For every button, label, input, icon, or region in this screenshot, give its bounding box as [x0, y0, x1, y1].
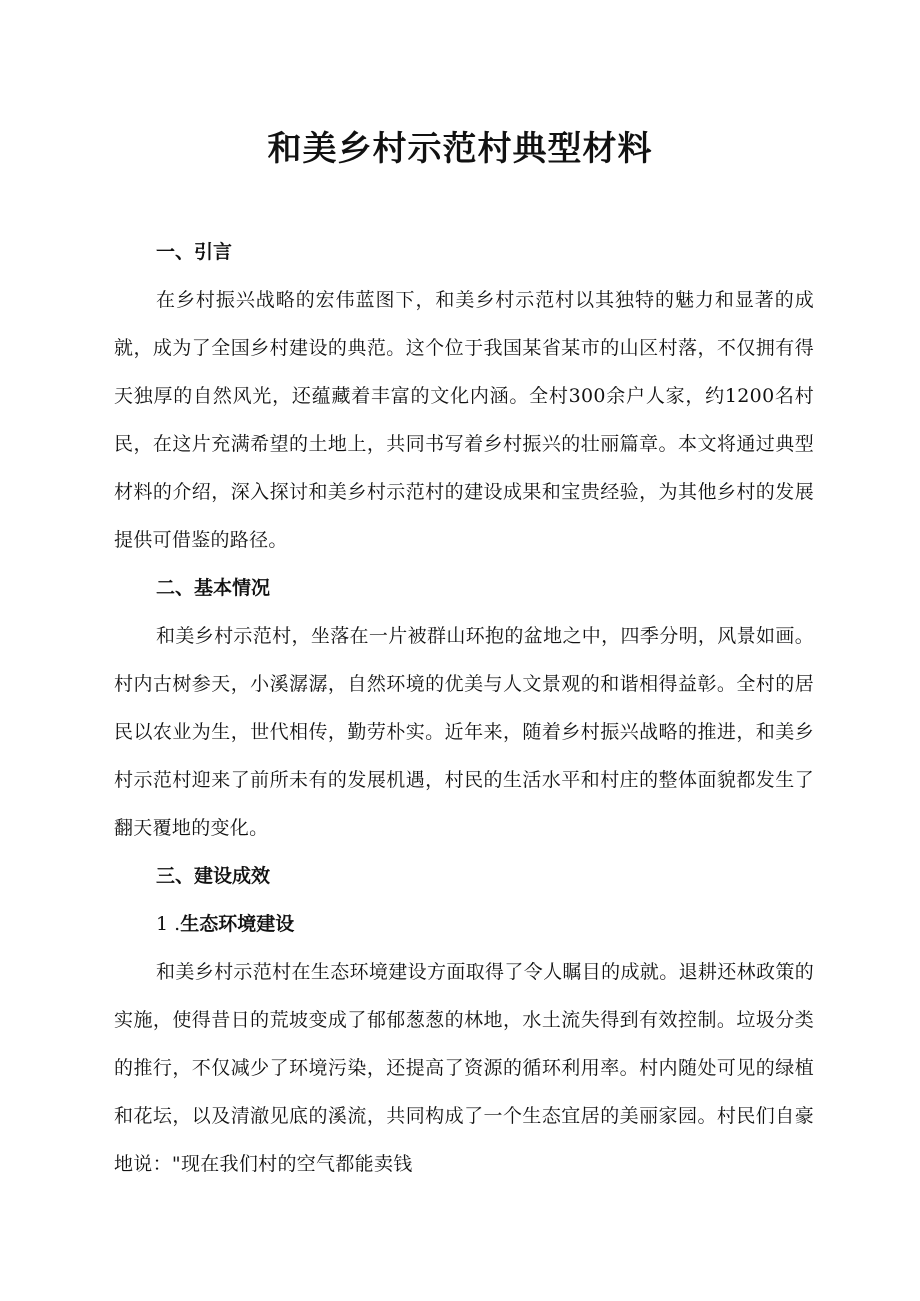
- paragraph-intro: 在乡村振兴战略的宏伟蓝图下，和美乡村示范村以其独特的魅力和显著的成就，成为了全国乡村建设的典范。这个位于我国某省某市的山区村落，不仅拥有得天独厚的自然风光，还蕴藏着丰富的文化内涵。全村300余户人家，约1200名村民，在这片充满希望的土地上，共同书写着乡村振兴的壮丽篇章。本文将通过典型材料的介绍，深入探讨和美乡村示范村的建设成果和宝贵经验，为其他乡村的发展提供可借鉴的路径。: [114, 289, 814, 551]
- subsection-number: 1: [156, 913, 169, 935]
- paragraph-ecology: 和美乡村示范村在生态环境建设方面取得了令人瞩目的成就。退耕还林政策的实施，使得昔日的荒坡变成了郁郁葱葱的林地，水土流失得到有效控制。垃圾分类的推行，不仅减少了环境污染，还提高了资源的循环利用率。村内随处可见的绿植和花坛，以及清澈见底的溪流，共同构成了一个生态宜居的美丽家园。村民们自豪地说："现在我们村的空气都能卖钱: [114, 961, 814, 1175]
- section-heading-basic: 二、基本情况: [156, 577, 271, 599]
- paragraph-basic: 和美乡村示范村，坐落在一片被群山环抱的盆地之中，四季分明，风景如画。村内古树参天，小溪潺潺，自然环境的优美与人文景观的和谐相得益彰。全村的居民以农业为生，世代相传，勤劳朴实。近年来，随着乡村振兴战略的推进，和美乡村示范村迎来了前所未有的发展机遇，村民的生活水平和村庄的整体面貌都发生了翻天覆地的变化。: [114, 625, 814, 839]
- subsection-label: 生态环境建设: [180, 913, 295, 935]
- document-title: 和美乡村示范村典型材料: [267, 129, 653, 169]
- subsection-heading-ecology: [114, 900, 814, 948]
- section-heading-results: 三、建设成效: [156, 865, 271, 887]
- section-heading-intro: 一、引言: [156, 241, 233, 263]
- subsection-separator: .: [168, 913, 181, 935]
- document-body: [114, 228, 814, 1188]
